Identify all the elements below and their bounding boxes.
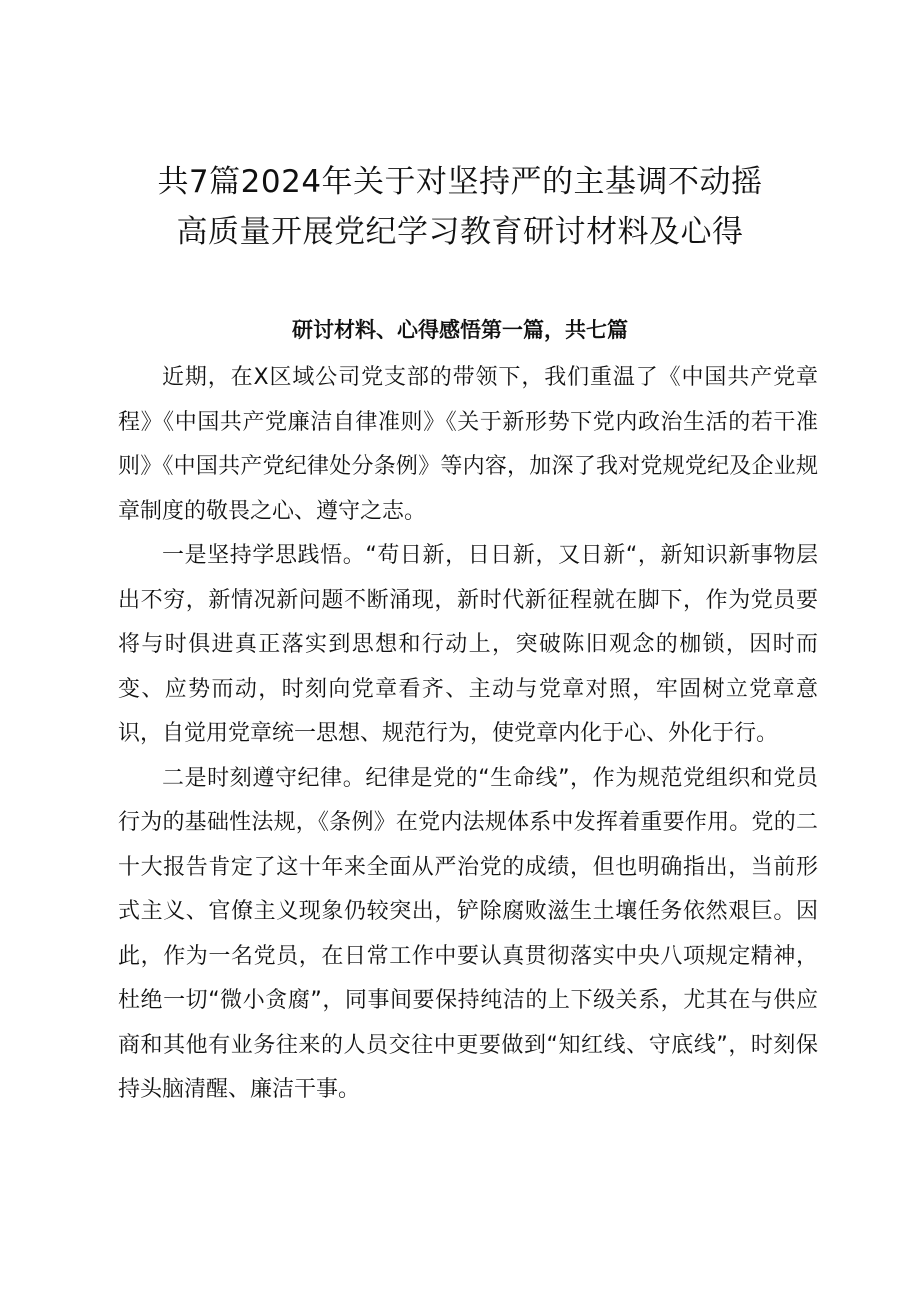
paragraph-intro: 近期，在X区域公司党支部的带领下，我们重温了《中国共产党章程》《中国共产党廉洁自律准则》《关于新形势下党内政治生活的若干准则》《中国共产党纪律处分条例》等内容，加深了我对党规党纪及企业规章制度的敬畏之心、遵守之志。 (118, 365, 818, 524)
section-heading: 研讨材料、心得感悟第一篇，共七篇 (292, 318, 628, 342)
document-body (118, 356, 818, 1113)
document-title-line-2: 高质量开展党纪学习教育研讨材料及心得 (176, 214, 744, 250)
document-title-line-1: 共7篇2024年关于对坚持严的主基调不动摇 (157, 164, 763, 200)
paragraph-point-one: 一是坚持学思践悟。“苟日新，日日新，又日新“，新知识新事物层出不穷，新情况新问题不断涌现，新时代新征程就在脚下，作为党员要将与时俱进真正落实到思想和行动上，突破陈旧观念的枷锁，因时而变、应势而动，时刻向党章看齐、主动与党章对照，牢固树立党章意识，自觉用党章统一思想、规范行为，使党章内化于心、外化于行。 (118, 543, 818, 746)
paragraph-point-two: 二是时刻遵守纪律。纪律是党的“生命线”，作为规范党组织和党员行为的基础性法规，《条例》在党内法规体系中发挥着重要作用。党的二十大报告肯定了这十年来全面从严治党的成绩，但也明确指出，当前形式主义、官僚主义现象仍较突出，铲除腐败滋生土壤任务依然艰巨。因此，作为一名党员，在日常工作中要认真贯彻落实中央八项规定精神，杜绝一切“微小贪腐”，同事间要保持纯洁的上下级关系，尤其在与供应商和其他有业务往来的人员交往中更要做到“知红线、守底线”，时刻保持头脑清醒、廉洁干事。 (118, 765, 818, 1102)
document-title (110, 157, 810, 257)
